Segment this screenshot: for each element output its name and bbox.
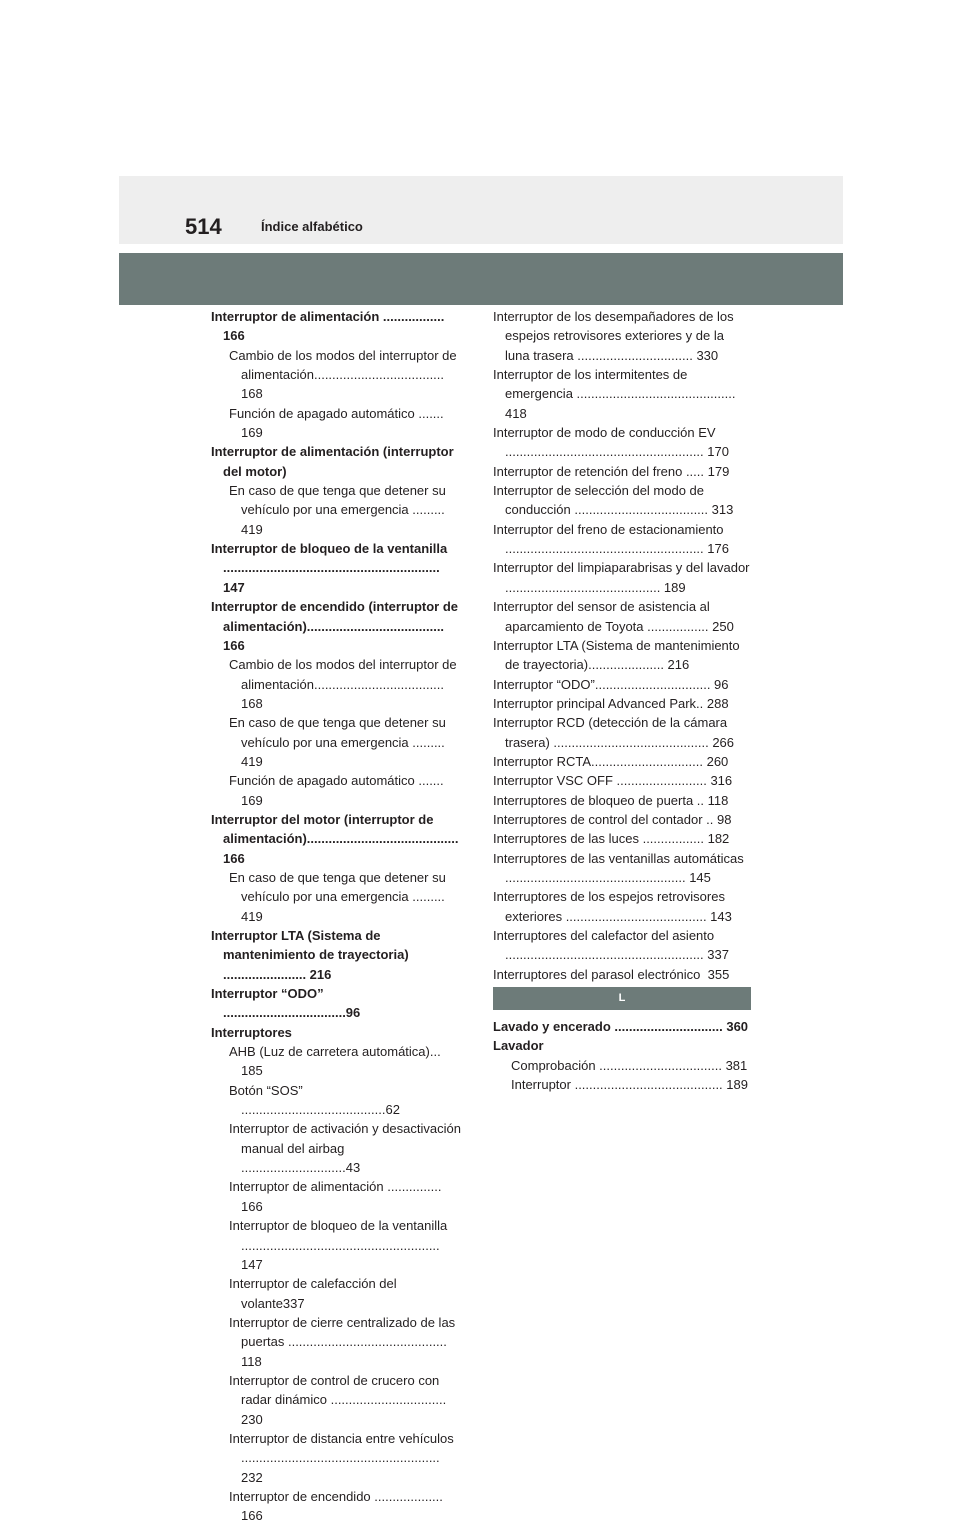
index-subentry: Interruptor de control de crucero con radar dinámico ................................ 230 xyxy=(229,1372,450,1427)
index-subentry: Botón “SOS” ........................................62 xyxy=(229,1082,400,1118)
index-subentry: En caso de que tenga que detener su vehículo por una emergencia ......... 419 xyxy=(229,869,450,924)
index-entry: Interruptor del sensor de asistencia al aparcamiento de Toyota ................. 250 xyxy=(493,599,734,634)
index-entry: Interruptor del limpiaparabrisas y del lavador ........................................... 189 xyxy=(493,560,754,595)
index-subentry: Interruptor de cierre centralizado de las puertas ............................................ 118 xyxy=(229,1314,459,1369)
index-entry: Interruptor de los desempañadores de los espejos retrovisores exteriores y de la luna trasera ................................ 330 xyxy=(493,309,738,363)
index-entry: Interruptores xyxy=(211,1024,292,1040)
index-entry: Interruptores del parasol electrónico 355 xyxy=(493,966,730,982)
index-entry: Interruptor “ODO” ..................................96 xyxy=(211,986,361,1021)
page-title: Índice alfabético xyxy=(261,219,363,234)
index-subentry: Interruptor de bloqueo de la ventanilla ....................................................... 147 xyxy=(229,1218,451,1272)
index-entry: Interruptor VSC OFF ......................... 316 xyxy=(493,773,733,789)
index-entry: Interruptores del calefactor del asiento ....................................................... 337 xyxy=(493,928,729,963)
index-subentry: Interruptor de distancia entre vehículos ....................................................... 232 xyxy=(229,1430,458,1485)
index-entry: Interruptor “ODO”................................ 96 xyxy=(493,676,729,692)
index-entry: Interruptores de las luces ................. 182 xyxy=(493,831,730,847)
index-column-right xyxy=(493,307,754,984)
index-entry: Interruptor RCTA............................... 260 xyxy=(493,753,729,769)
index-column-right-lower xyxy=(493,1017,751,1094)
index-entry: Interruptor de modo de conducción EV ....................................................... 170 xyxy=(493,425,729,460)
section-letter-header: L xyxy=(493,987,751,1010)
index-entry: Interruptor de los intermitentes de emergencia ............................................ 418 xyxy=(493,367,740,421)
index-subentry: En caso de que tenga que detener su vehículo por una emergencia ......... 419 xyxy=(229,483,450,537)
index-subentry: Interruptor de encendido ................... 166 xyxy=(229,1488,447,1524)
index-subentry: Función de apagado automático ....... 169 xyxy=(229,773,448,808)
index-subentry: Interruptor de activación y desactivación manual del airbag .............................43 xyxy=(229,1121,465,1176)
index-entry: Interruptores de los espejos retrovisores exteriores ....................................... 143 xyxy=(493,889,732,924)
index-entry: Interruptor del freno de estacionamiento ....................................................... 176 xyxy=(493,521,729,557)
index-entry: Interruptor LTA (Sistema de mantenimiento de trayectoria) ....................... 216 xyxy=(211,928,413,982)
header-bar xyxy=(119,176,843,244)
index-subentry: Interruptor de calefacción del volante337 xyxy=(229,1276,401,1311)
index-entry: Interruptor de selección del modo de conducción ..................................... 313 xyxy=(493,483,734,518)
index-entry: Interruptor de bloqueo de la ventanilla ............................................................ 147 xyxy=(211,541,451,595)
header-band xyxy=(119,253,843,305)
index-subentry: Cambio de los modos del interruptor de alimentación.................................... 168 xyxy=(229,657,461,711)
index-entry: Interruptor de alimentación ................. 166 xyxy=(211,309,448,344)
index-entry: Lavador xyxy=(493,1038,544,1054)
index-entry: Interruptor del motor (interruptor de alimentación).......................................... 166 xyxy=(211,811,463,866)
index-column-left xyxy=(211,307,465,1526)
index-entry: Interruptor de encendido (interruptor de alimentación)...................................... 166 xyxy=(211,599,462,653)
index-subentry: AHB (Luz de carretera automática)... 185 xyxy=(229,1044,445,1079)
index-entry: Lavado y encerado .............................. 360 xyxy=(493,1019,749,1034)
index-subentry: Cambio de los modos del interruptor de alimentación.................................... 168 xyxy=(229,347,461,402)
index-subentry: Interruptor de alimentación ............... 166 xyxy=(229,1179,446,1214)
index-entry: Interruptor de retención del freno ..... 179 xyxy=(493,463,730,479)
index-entry: Interruptor RCD (detección de la cámara trasera) ........................................... 266 xyxy=(493,715,735,750)
index-entry: Interruptores de control del contador .. 98 xyxy=(493,811,732,827)
index-entry: Interruptor LTA (Sistema de mantenimiento de trayectoria)..................... 216 xyxy=(493,637,744,673)
page-number: 514 xyxy=(185,214,222,239)
index-entry: Interruptor principal Advanced Park.. 288 xyxy=(493,695,729,711)
index-entry: Interruptores de las ventanillas automáticas .................................................. 145 xyxy=(493,850,748,885)
index-entry: Interruptores de bloqueo de puerta .. 118 xyxy=(493,792,729,808)
index-subentry: Función de apagado automático ....... 169 xyxy=(229,405,448,441)
index-entry: Interruptor de alimentación (interruptor del motor) xyxy=(211,444,458,479)
index-subentry: En caso de que tenga que detener su vehículo por una emergencia ......... 419 xyxy=(229,715,450,769)
index-subentry: Interruptor ......................................... 189 xyxy=(511,1077,748,1093)
index-subentry: Comprobación .................................. 381 xyxy=(511,1057,748,1073)
